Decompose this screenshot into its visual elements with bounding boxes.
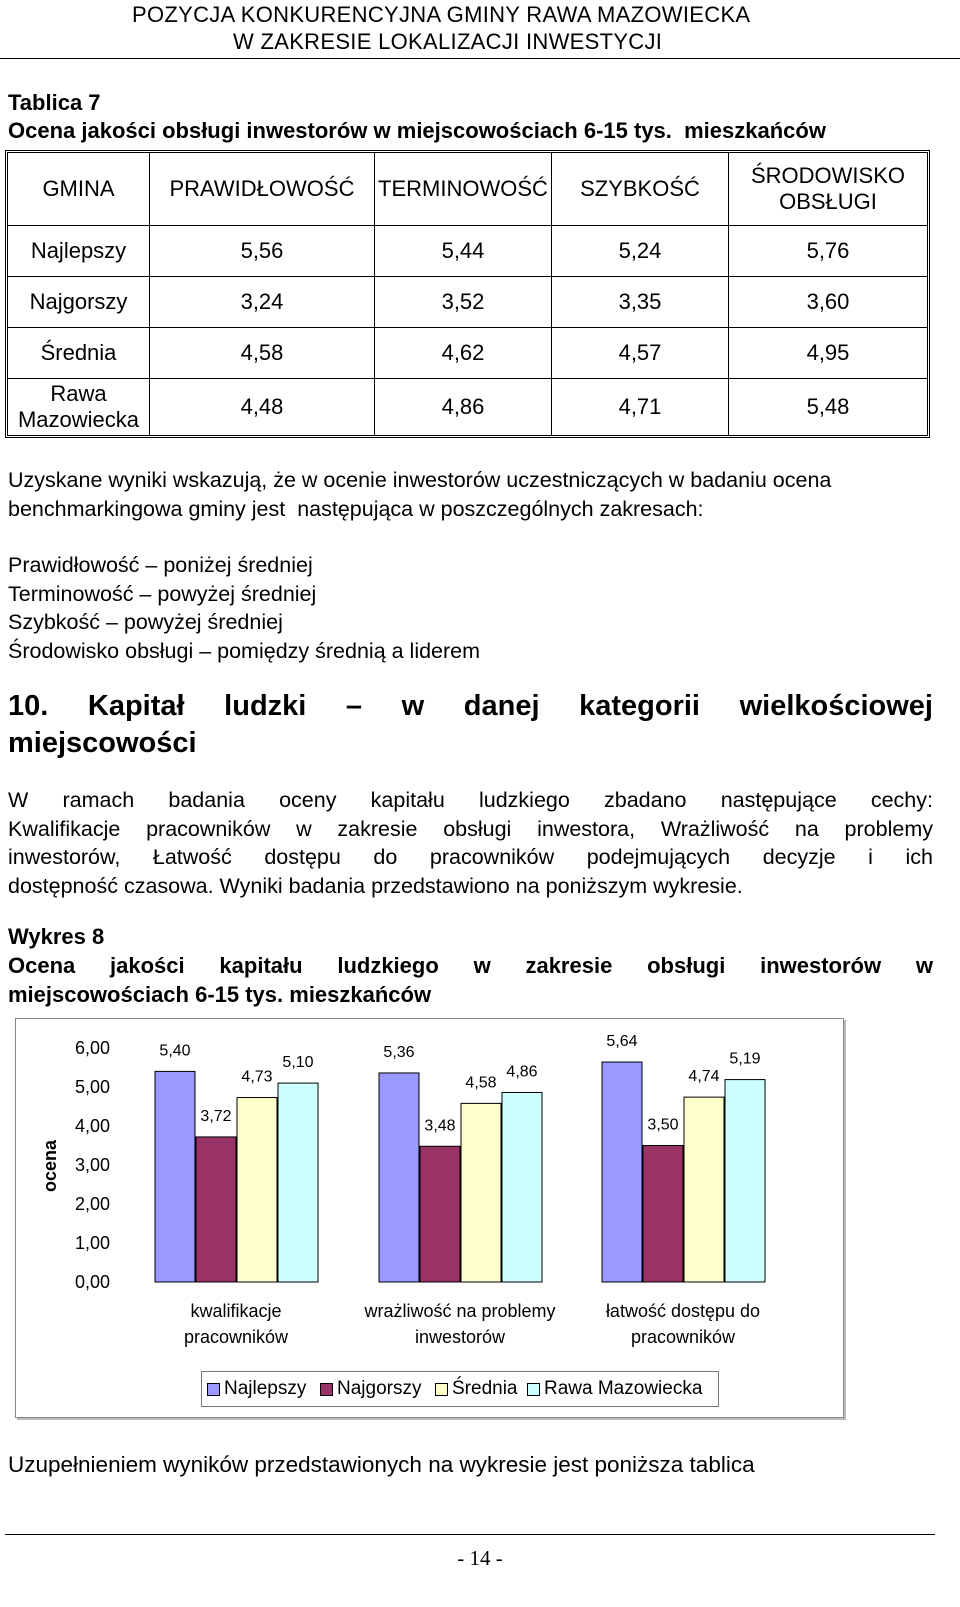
- chart-label: Wykres 8: [8, 924, 105, 949]
- y-tick-label: 2,00: [74, 1194, 110, 1214]
- legend-label: Najlepszy: [224, 1378, 307, 1399]
- legend-label: Rawa Mazowiecka: [544, 1378, 703, 1399]
- cell-value: 4,48: [150, 379, 375, 435]
- cell-value: 3,35: [552, 277, 729, 328]
- y-tick-label: 4,00: [74, 1116, 110, 1136]
- cell-value: 5,44: [375, 226, 552, 277]
- method-paragraph-line: inwestorów, Łatwość dostępu do pracowników podejmujących decyzje i ich: [8, 845, 933, 869]
- bar-rawa-mazowiecka: [725, 1080, 765, 1282]
- legend-swatch: [320, 1383, 333, 1396]
- row-name: Najlepszy: [8, 226, 150, 277]
- header-szybkosc: SZYBKOŚĆ: [552, 153, 729, 226]
- legend-swatch: [207, 1383, 220, 1396]
- x-category-label: pracowników: [630, 1327, 736, 1347]
- data-label: 5,36: [383, 1043, 415, 1061]
- x-category-label: pracowników: [183, 1327, 289, 1347]
- y-tick-label: 3,00: [74, 1155, 110, 1175]
- bar-najlepszy: [379, 1073, 419, 1282]
- x-category-label: wrażliwość na problemy: [364, 1301, 556, 1321]
- section-heading-line1: 10. Kapitał ludzki – w danej kategorii wielkościowej: [8, 690, 933, 722]
- cell-value: 4,71: [552, 379, 729, 435]
- chart-title-line2: miejscowościach 6-15 tys. mieszkańców: [8, 982, 432, 1007]
- cell-value: 5,48: [806, 394, 850, 419]
- cell-value: 4,62: [375, 328, 552, 379]
- header-srodowisko-line1: ŚRODOWISKO: [750, 163, 905, 188]
- y-tick-label: 6,00: [74, 1038, 110, 1058]
- row-name-line2: Mazowiecka: [17, 407, 140, 432]
- x-category-label: łatwość dostępu do: [605, 1301, 761, 1321]
- table-label: Tablica 7: [8, 90, 101, 115]
- list-item: Środowisko obsługi – pomiędzy średnią a liderem: [8, 638, 481, 663]
- bar-rawa-mazowiecka: [278, 1083, 318, 1282]
- cell-value: 4,86: [375, 379, 552, 435]
- legend-swatch: [527, 1383, 540, 1396]
- data-label: 4,73: [241, 1068, 273, 1086]
- legend-item-rawa-mazowiecka: [527, 1378, 702, 1400]
- method-paragraph-line: Kwalifikacje pracowników w zakresie obsługi inwestora, Wrażliwość na problemy: [8, 816, 933, 841]
- cell-value: 3,24: [150, 277, 375, 328]
- cell-value: 4,95: [729, 328, 927, 379]
- data-label: 5,10: [282, 1054, 314, 1072]
- header-line-2: W ZAKRESIE LOKALIZACJI INWESTYCJI: [233, 29, 663, 54]
- data-label: 5,19: [729, 1050, 761, 1068]
- footer-divider: [5, 1534, 935, 1535]
- bar-rawa-mazowiecka: [502, 1092, 542, 1282]
- row-name-line1: Rawa: [50, 381, 107, 406]
- data-label: 3,48: [424, 1117, 456, 1135]
- header-line-1: POZYCJA KONKURENCYJNA GMINY RAWA MAZOWIECKA: [132, 2, 751, 27]
- cell-value: 5,24: [552, 226, 729, 277]
- list-item: Terminowość – powyżej średniej: [8, 581, 317, 606]
- method-paragraph-line: dostępność czasowa. Wyniki badania przedstawiono na poniższym wykresie.: [8, 873, 743, 898]
- data-label: 4,86: [506, 1063, 538, 1081]
- data-label: 5,64: [606, 1033, 638, 1051]
- closing-sentence: Uzupełnieniem wyników przedstawionych na wykresie jest poniższa tablica: [8, 1452, 755, 1477]
- bar-najlepszy: [602, 1062, 642, 1282]
- y-tick-label: 1,00: [74, 1233, 110, 1253]
- data-label: 3,50: [647, 1116, 679, 1134]
- row-name: Średnia: [8, 328, 150, 379]
- header-gmina: GMINA: [8, 153, 150, 226]
- cell-value: 4,57: [552, 328, 729, 379]
- header-terminowosc: TERMINOWOŚĆ: [375, 153, 552, 226]
- cell-value: 5,76: [729, 226, 927, 277]
- data-label: 5,40: [159, 1042, 191, 1060]
- y-tick-label: 0,00: [74, 1272, 110, 1292]
- list-item: Szybkość – powyżej średniej: [8, 610, 283, 634]
- bar-najlepszy: [155, 1071, 195, 1282]
- bar-najgorszy: [196, 1137, 236, 1282]
- header-srodowisko-line2: OBSŁUGI: [779, 189, 877, 214]
- legend-label: Najgorszy: [337, 1378, 422, 1399]
- y-axis-label: ocena: [40, 1139, 60, 1193]
- page-number: - 14 -: [457, 1546, 503, 1570]
- bar-średnia: [684, 1097, 724, 1282]
- header-prawidlowosc: PRAWIDŁOWOŚĆ: [150, 153, 375, 226]
- legend-label: Średnia: [452, 1378, 518, 1399]
- list-item: Prawidłowość – poniżej średniej: [8, 553, 313, 577]
- cell-value: 5,56: [150, 226, 375, 277]
- data-label: 3,72: [200, 1107, 232, 1125]
- bar-najgorszy: [643, 1146, 683, 1283]
- chart-title-line1: Ocena jakości kapitału ludzkiego w zakresie obsługi inwestorów w: [8, 953, 933, 978]
- row-name: Najgorszy: [8, 277, 150, 328]
- bar-najgorszy: [420, 1146, 460, 1282]
- legend-swatch: [435, 1383, 448, 1396]
- x-category-label: inwestorów: [414, 1327, 506, 1347]
- cell-value: 4,58: [150, 328, 375, 379]
- paragraph-line: Uzyskane wyniki wskazują, że w ocenie inwestorów uczestniczących w badaniu ocena: [8, 468, 832, 492]
- bar-średnia: [461, 1103, 501, 1282]
- legend-item-najgorszy: [320, 1378, 421, 1400]
- cell-value: 3,60: [729, 277, 927, 328]
- data-label: 4,74: [688, 1068, 720, 1086]
- chart-legend: [201, 1371, 719, 1407]
- method-paragraph-line: W ramach badania oceny kapitału ludzkiego zbadano następujące cechy:: [8, 788, 933, 812]
- legend-item-srednia: [435, 1378, 518, 1400]
- data-label: 4,58: [465, 1074, 497, 1092]
- section-heading-line2: miejscowości: [8, 727, 197, 759]
- paragraph-line: benchmarkingowa gminy jest następująca w poszczególnych zakresach:: [8, 496, 704, 521]
- y-tick-label: 5,00: [74, 1077, 110, 1097]
- table-title: Ocena jakości obsługi inwestorów w miejscowościach 6-15 tys. mieszkańców: [8, 118, 826, 143]
- x-category-label: kwalifikacje: [190, 1301, 282, 1321]
- cell-value: 3,52: [375, 277, 552, 328]
- legend-item-najlepszy: [207, 1378, 306, 1400]
- bar-średnia: [237, 1098, 277, 1282]
